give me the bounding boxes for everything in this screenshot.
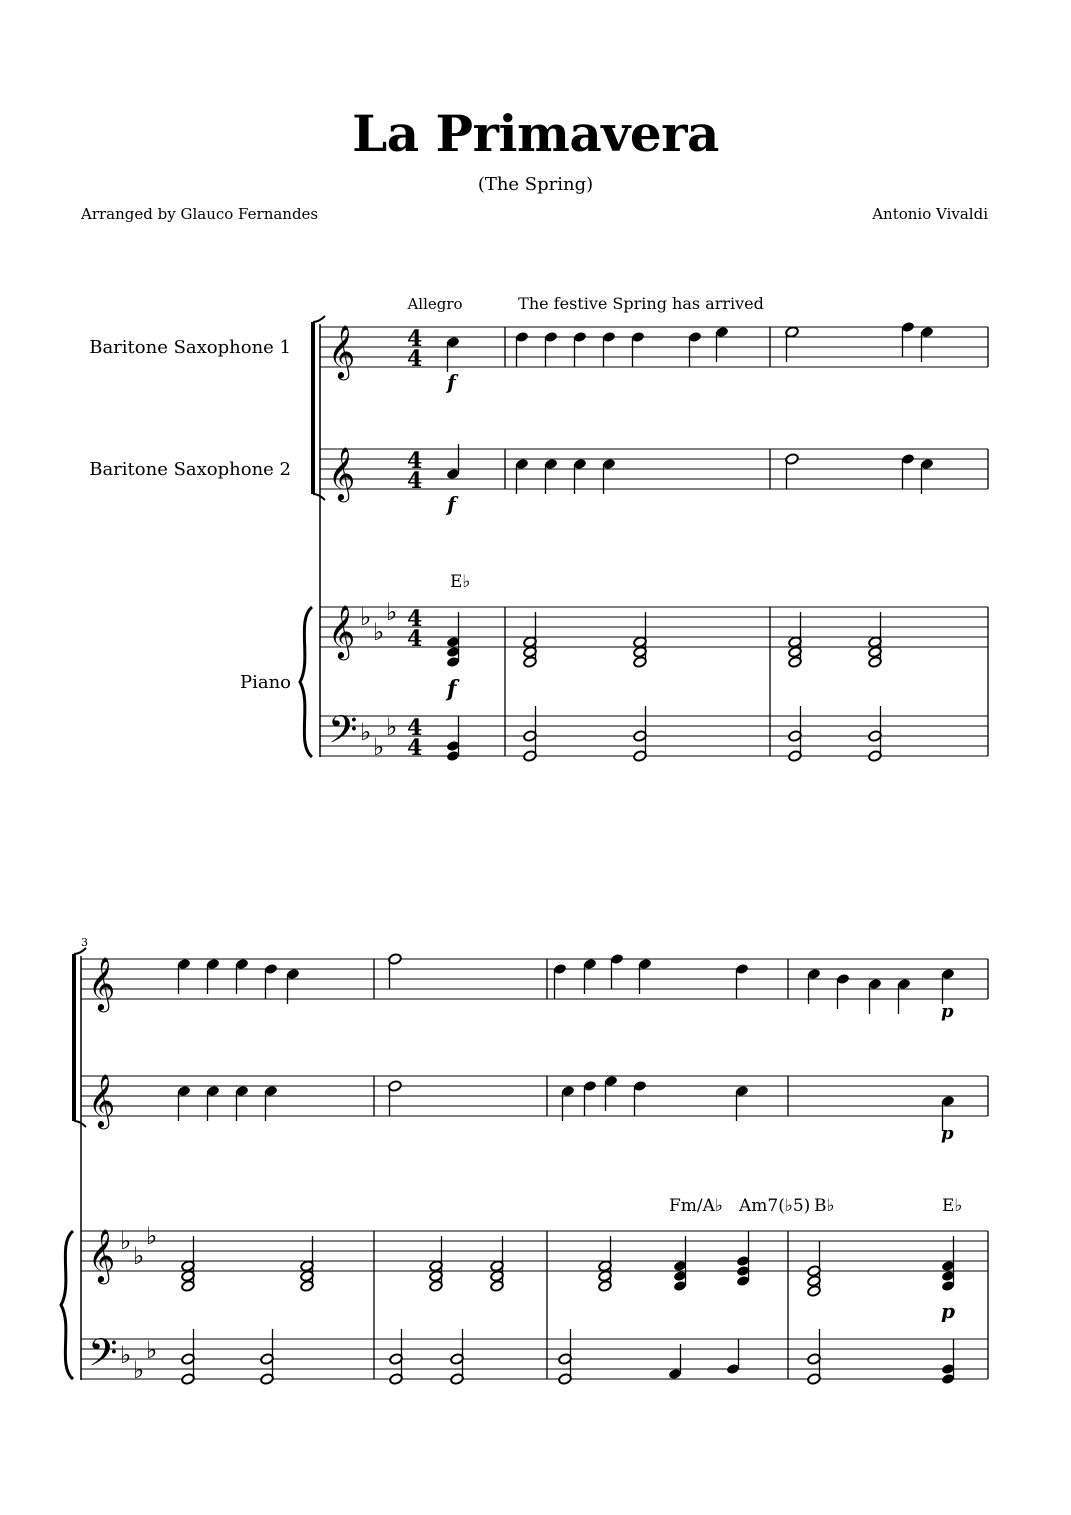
piano-brace — [61, 1231, 73, 1379]
chord-symbol: B♭ — [814, 1196, 835, 1216]
flat-icon: ♭ — [146, 1336, 158, 1364]
dynamic-marking: f — [447, 370, 456, 394]
chord-symbol: Fm/A♭ — [669, 1196, 723, 1216]
time-signature: 4 — [407, 468, 423, 494]
dynamic-marking: f — [447, 676, 457, 702]
treble-clef-icon: 𝄞 — [88, 1073, 116, 1127]
tempo-marking: Allegro — [407, 295, 463, 313]
flat-icon: ♭ — [386, 713, 398, 741]
piece-title: La Primavera — [352, 104, 719, 163]
treble-clef-icon: 𝄞 — [88, 956, 116, 1010]
flat-icon: ♭ — [373, 618, 385, 646]
flat-icon: ♭ — [120, 1341, 132, 1369]
instrument-label-sax1: Baritone Saxophone 1 — [89, 337, 291, 358]
measure-number: 3 — [81, 936, 88, 949]
time-signature: 4 — [407, 735, 423, 761]
treble-clef-icon: 𝄞 — [88, 1228, 116, 1282]
piece-subtitle: (The Spring) — [477, 174, 594, 195]
lyric-text: The festive Spring has arrived — [518, 294, 764, 313]
flat-icon: ♭ — [146, 1222, 158, 1250]
bass-clef-icon: 𝄢 — [328, 707, 358, 761]
system-1 — [89, 294, 988, 761]
staff-piano-treble — [81, 1231, 988, 1271]
time-signature: 4 — [407, 606, 423, 632]
time-signature: 4 — [407, 346, 423, 372]
barlines — [374, 959, 988, 1379]
flat-icon: ♭ — [360, 603, 372, 631]
bass-clef-icon: 𝄢 — [88, 1330, 118, 1384]
arranger-credit: Arranged by Glauco Fernandes — [81, 205, 319, 223]
chord-symbol: Am7(♭5) — [739, 1196, 811, 1216]
notes-layer — [177, 321, 955, 1385]
time-signature: 4 — [407, 448, 423, 474]
dynamic-marking: p — [941, 1001, 954, 1022]
flat-icon: ♭ — [373, 733, 385, 761]
piano-brace — [300, 607, 312, 757]
flat-icon: ♭ — [133, 1242, 145, 1270]
dynamic-marking: f — [447, 492, 456, 516]
time-signature: 4 — [407, 326, 423, 352]
chord-symbol: E♭ — [942, 1196, 963, 1216]
barlines — [505, 327, 988, 756]
instrument-label-piano: Piano — [239, 672, 291, 693]
instrument-label-sax2: Baritone Saxophone 2 — [89, 459, 291, 480]
system-2 — [61, 936, 988, 1384]
treble-clef-icon: 𝄞 — [328, 446, 356, 500]
flat-icon: ♭ — [360, 718, 372, 746]
treble-clef-icon: 𝄞 — [328, 604, 356, 658]
flat-icon: ♭ — [120, 1227, 132, 1255]
time-signature: 4 — [407, 715, 423, 741]
composer-credit: Antonio Vivaldi — [872, 205, 988, 223]
time-signature: 4 — [407, 626, 423, 652]
staff-sax2 — [81, 1076, 988, 1116]
treble-clef-icon: 𝄞 — [328, 324, 356, 378]
dynamic-marking: p — [941, 1299, 955, 1323]
flat-icon: ♭ — [133, 1356, 145, 1384]
dynamic-marking: p — [941, 1123, 954, 1144]
staff-piano-bass — [81, 1339, 988, 1379]
chord-symbol: E♭ — [450, 572, 471, 592]
flat-icon: ♭ — [386, 598, 398, 626]
